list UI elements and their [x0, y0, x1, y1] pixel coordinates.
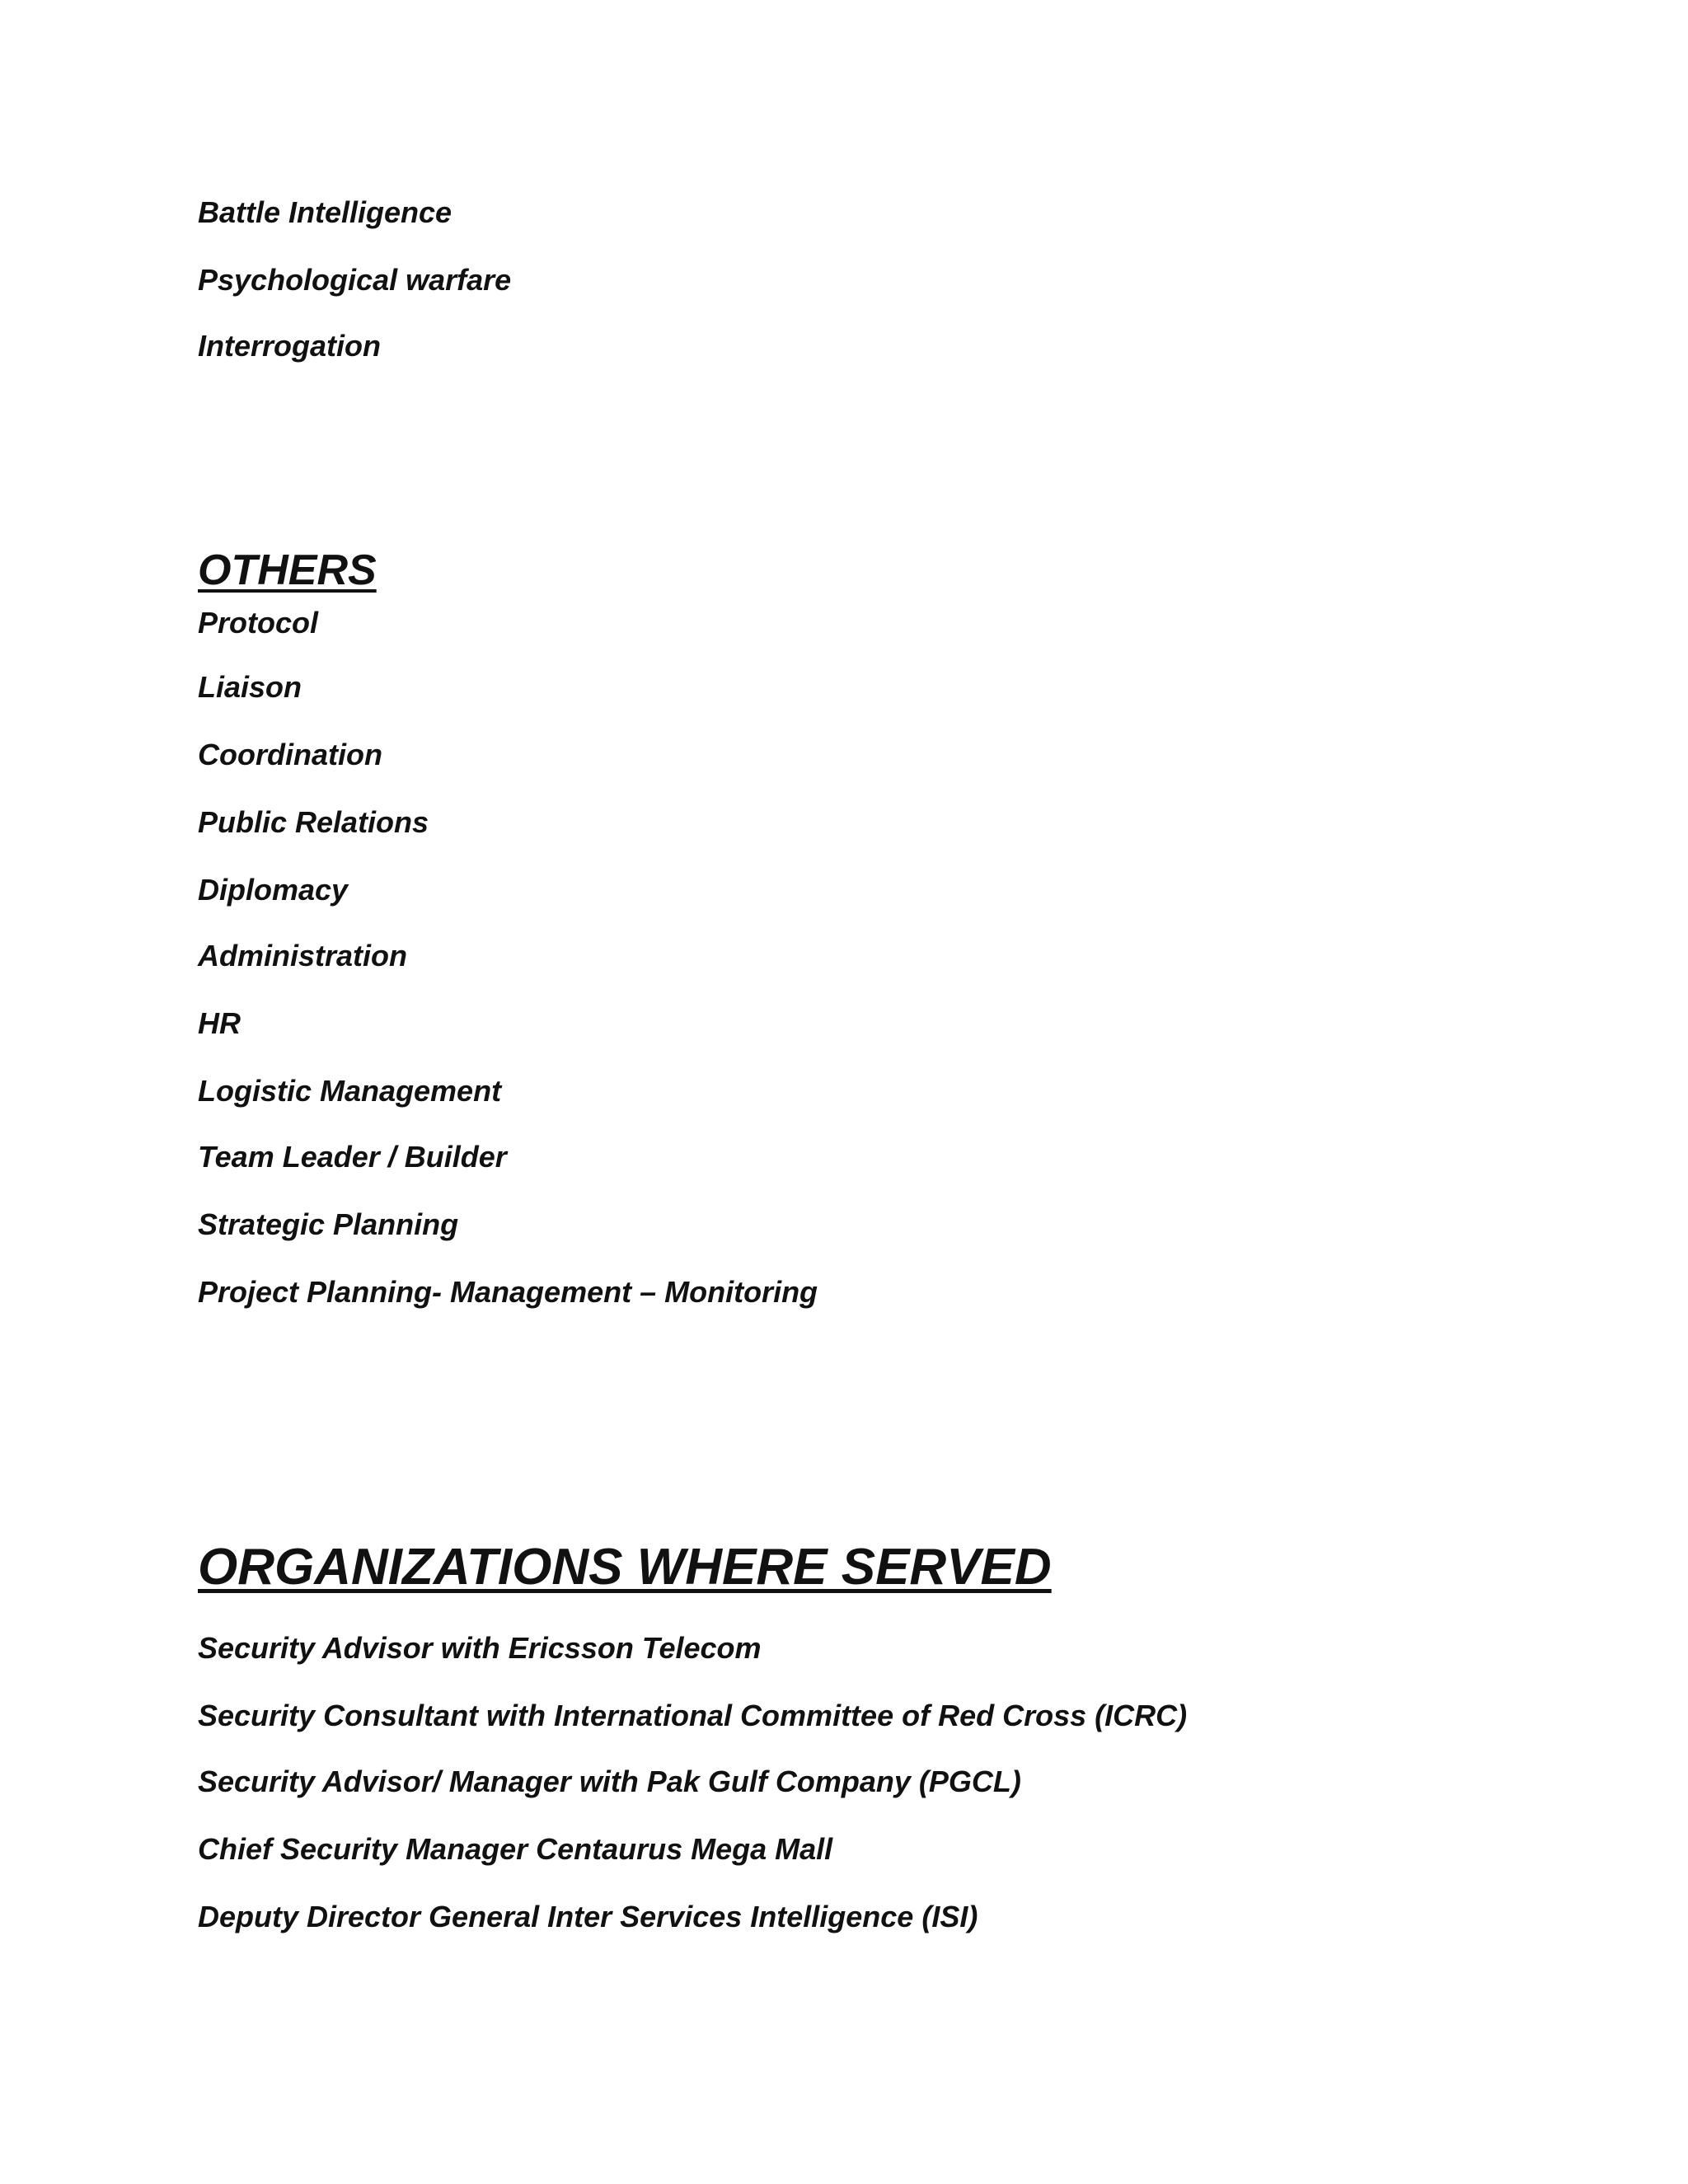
- list-item: Public Relations: [198, 805, 429, 839]
- list-item: Protocol: [198, 606, 319, 640]
- list-item: Battle Intelligence: [198, 195, 452, 229]
- list-item: Administration: [198, 939, 408, 972]
- list-item: Interrogation: [198, 329, 381, 363]
- section-heading-others: OTHERS: [198, 546, 377, 594]
- list-item: Psychological warfare: [198, 263, 512, 297]
- list-item: Project Planning- Management – Monitoring: [198, 1275, 818, 1309]
- list-item: Deputy Director General Inter Services Intelligence (ISI): [198, 1900, 978, 1933]
- list-item: Security Advisor/ Manager with Pak Gulf Company (PGCL): [198, 1765, 1021, 1798]
- list-item: Strategic Planning: [198, 1207, 459, 1241]
- list-item: Diplomacy: [198, 873, 349, 907]
- section-heading-organizations: ORGANIZATIONS WHERE SERVED: [198, 1539, 1052, 1596]
- list-item: Team Leader / Builder: [198, 1140, 507, 1174]
- list-item: HR: [198, 1006, 241, 1040]
- list-item: Security Advisor with Ericsson Telecom: [198, 1631, 762, 1665]
- list-item: Coordination: [198, 738, 382, 771]
- list-item: Chief Security Manager Centaurus Mega Mall: [198, 1832, 833, 1866]
- list-item: Liaison: [198, 670, 302, 704]
- list-item: Logistic Management: [198, 1074, 502, 1108]
- list-item: Security Consultant with International Committee of Red Cross (ICRC): [198, 1699, 1188, 1732]
